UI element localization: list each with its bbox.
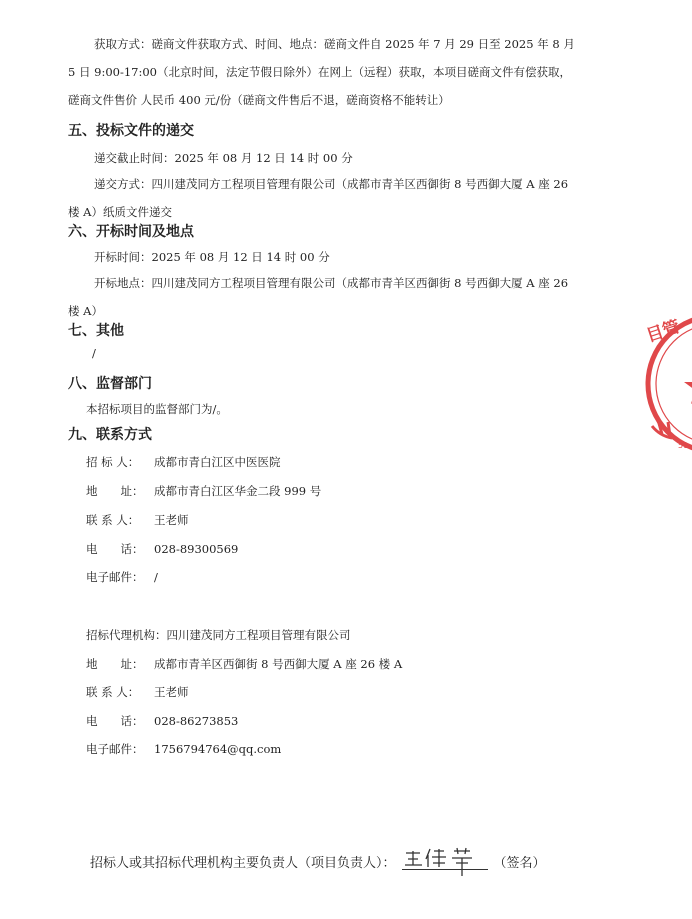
opening-time: 开标时间：2025 年 08 月 12 日 14 时 00 分 [94, 250, 330, 264]
contact-value: 王老师 [154, 685, 189, 699]
contact-value: 1756794764@qq.com [154, 742, 282, 756]
contact-value: 四川建茂同方工程项目管理有限公司 [166, 628, 351, 642]
signature-prefix: 招标人或其招标代理机构主要负责人（项目负责人）： [90, 856, 396, 871]
agency-email-row [86, 741, 281, 757]
tenderer-contact-row [86, 512, 189, 528]
section5-heading: 五、投标文件的递交 [68, 123, 194, 139]
company-seal-icon [640, 308, 692, 460]
agency-phone-row [86, 713, 238, 729]
contact-label: 招 标 人： [86, 455, 140, 469]
contact-value: 成都市青白江区中医医院 [154, 455, 281, 469]
tenderer-email-row [86, 569, 158, 585]
contact-value: 028-86273853 [154, 714, 239, 728]
section8-heading: 八、监督部门 [68, 376, 152, 392]
svg-text:51: 51 [678, 441, 689, 450]
agency-address-row [86, 656, 402, 672]
contact-label: 地 址： [86, 484, 144, 498]
signature-scribble-icon [402, 845, 488, 877]
svg-text:目管: 目管 [643, 316, 683, 347]
contact-label: 电 话： [86, 542, 144, 556]
contact-label: 联 系 人： [86, 685, 140, 699]
signature-line [90, 852, 546, 871]
contact-label: 招标代理机构： [86, 628, 167, 642]
section7-heading: 七、其他 [68, 323, 124, 339]
submission-deadline: 递交截止时间：2025 年 08 月 12 日 14 时 00 分 [94, 151, 353, 165]
contact-label: 电子邮件： [86, 742, 144, 756]
contact-value: 成都市青白江区华金二段 999 号 [154, 484, 322, 498]
section6-heading: 六、开标时间及地点 [68, 224, 194, 240]
tenderer-phone-row [86, 541, 238, 557]
signature-suffix: （签名） [493, 856, 546, 871]
contact-value: 028-89300569 [154, 542, 239, 556]
contact-value: 成都市青羊区西御街 8 号西御大厦 A 座 26 楼 A [154, 657, 403, 671]
contact-value: / [154, 570, 158, 584]
section9-heading: 九、联系方式 [68, 427, 152, 443]
handwritten-signature [402, 853, 488, 870]
agency-name-row [86, 627, 351, 643]
contact-label: 地 址： [86, 657, 144, 671]
section7-content: / [92, 346, 96, 360]
agency-contact-row [86, 684, 189, 700]
submission-method: 递交方式：四川建茂同方工程项目管理有限公司（成都市青羊区西御街 8 号西御大厦 A 座 26 楼 A）纸质文件递交 [68, 177, 569, 219]
tenderer-name-row [86, 454, 281, 470]
obtain-paragraph: 获取方式：磋商文件获取方式、时间、地点：磋商文件自 2025 年 7 月 29 日至 2025 年 8 月 5 日 9:00-17:00（北京时间，法定节假日除外）在网上（远程）获取，本项目磋商文件有偿获取，磋商文件售价 人民币 400 元/份（磋商文件售后不退，磋商资格不能转让） [68, 37, 575, 107]
contact-label: 电子邮件： [86, 570, 144, 584]
opening-place: 开标地点：四川建茂同方工程项目管理有限公司（成都市青羊区西御街 8 号西御大厦 A 座 26 楼 A） [68, 276, 569, 318]
contact-value: 王老师 [154, 513, 189, 527]
tenderer-address-row [86, 483, 321, 499]
contact-label: 联 系 人： [86, 513, 140, 527]
contact-label: 电 话： [86, 714, 144, 728]
section8-content: 本招标项目的监督部门为/。 [86, 402, 228, 416]
